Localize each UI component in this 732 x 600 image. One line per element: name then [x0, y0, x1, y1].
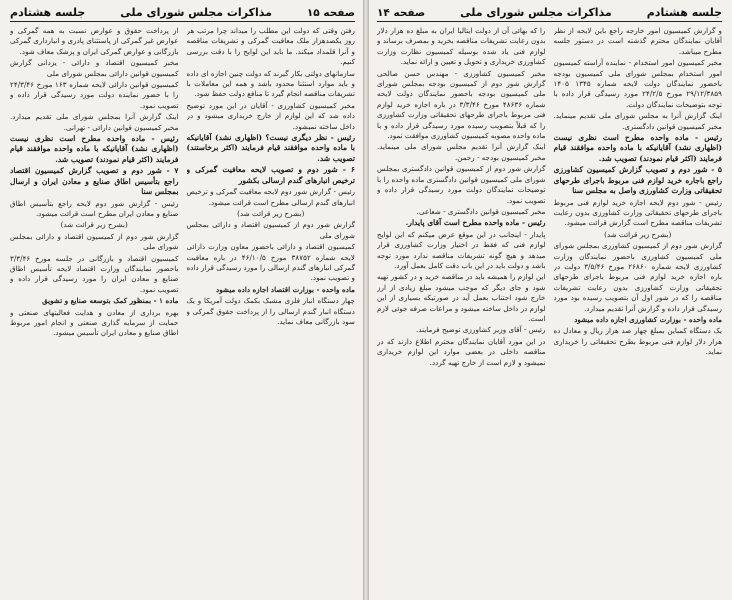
section-paragraph: رئیس - ماده واحده مطرح است نظری نیست (اظهاری نشد) آقایانیکه با ماده واحده موافقند قیام فرمایند (اکثر قیام نمودند) تصویب شد. — [10, 134, 179, 164]
paragraph: رئیس - گزارش شور دوم لایحه معافیت گمرکی و ترخیص انبارهای گندم ارسالی مطرح است قرائت میشود. — [186, 187, 355, 207]
paragraph: و گزارش کمیسیون امور خارجه راجع باین لایحه از نظر آقایان نمایندگان محترم گذشته است در دستور جلسه مطرح میباشد. — [553, 26, 722, 56]
page-header — [10, 6, 355, 22]
paragraph: مخبر کمیسیون کشاورزی - آقایان در این مورد توضیح داده شد که این لوازم از خارج خریداری میشود و در داخل ساخته نمیشود. — [186, 100, 355, 131]
paragraph: بهره برداری از معادن و هدایت فعالیتهای صنعتی و حمایت از سرمایه گذاری صنعتی و انجام امور مربوط اطاق صنایع و معادن ایران تأسیس میشود. — [10, 307, 179, 338]
section-paragraph: ۵ - شور دوم و تصویب گزارش کمیسیون کشاورزی راجع باجاره خرید لوازم فنی مربوط باجرای طرحهای تحقیقاتی وزارت کشاورزی واصل به مجلس سنا — [553, 165, 722, 196]
paragraph: اینک گزارش آنرا تقدیم مجلس شورای ملی مینماید. مخبر کمیسیون بودجه - رحمن. — [377, 142, 546, 162]
session-label: جلسه هشتادم — [646, 6, 722, 19]
paragraph: در این مورد آقایان نمایندگان محترم اطلاع دارند که در مناقصه داخلی در بعضی موارد این لوازم خریداری نمیشود و لازم است از خارج تهیه گردد. — [377, 336, 546, 367]
paragraph: اینک گزارش آنرا بمجلس شورای ملی تقدیم میدارد. مخبر کمیسیون قوانین دارائی - تهرانی. — [10, 112, 179, 132]
section-paragraph: رئیس - نظر دیگری نیست؟ (اظهاری نشد) آقایانیکه با ماده واحده موافقند قیام فرمایند (اکثر برخاستند) تصویب شد. — [186, 133, 355, 163]
paragraph: اینک گزارش آنرا به مجلس شورای ملی تقدیم مینماید. مخبر کمیسیون قوانین دادگستری. — [553, 111, 722, 131]
column-left — [10, 26, 179, 600]
journal-title: مذاکرات مجلس شورای ملی — [460, 6, 612, 19]
paragraph: چهار دستگاه انبار فلزی مشبک بکمک دولت آمریکا و یک دستگاه انبار گندم ارسالی را از پرداخت حقوق گمرکی و سود بازرگانی معاف نماید. — [186, 296, 355, 326]
paragraph: (بشرح زیر قرائت شد) — [237, 208, 305, 218]
column-left — [377, 26, 546, 600]
session-label: جلسه هشتادم — [10, 6, 86, 19]
paragraph: از پرداخت حقوق و عوارض نسبت به همه گمرکی و عوارض غیر گمرکی از پاستثنای پادری و انبارداری گمرکی بازرگانی و عوارض گمرکی ایران و پزشک معاف شود. — [10, 26, 179, 56]
paragraph: ماده ۱ - بمنظور کمک بتوسعه صنایع و تشویق — [42, 296, 179, 306]
section-paragraph: رئیس - ماده واحده مطرح است آقای پایدار. — [405, 218, 546, 228]
section-paragraph: ۶ - شور دوم و تصویب لایحه معافیت گمرکی و ترخیص انبارهای گندم ارسالی بکشور — [186, 165, 355, 185]
paragraph: ماده واحده - بوزارت اقتصاد اجازه داده میشود — [216, 284, 355, 294]
paragraph: رئیس - آقای وزیر کشاورزی توضیح فرمایند. — [416, 325, 546, 335]
page-number: صفحه ۱۴ — [377, 7, 426, 19]
paragraph: (بشرح زیر قرائت شد) — [60, 220, 128, 230]
paragraph: رئیس - شور دوم لایحه اجازه خرید لوازم فنی مربوط باجرای طرحهای تحقیقاتی وزارت کشاورزی بدون رعایت تشریفات مناقصه مطرح است گزارش قرائت میشود. — [553, 197, 722, 228]
paragraph: کمیسیون اقتصاد و بازرگانی در جلسه مورخ ۳/۳/۴۶ باحضور نمایندگان وزارت اقتصاد لایحه تأسیس اطاق صنایع و معادن ایران را مورد رسیدگی قرار داده و تصویب نمود. — [10, 253, 179, 294]
paragraph: (بشرح زیر قرائت شد) — [604, 229, 672, 239]
column-right — [187, 26, 356, 600]
paragraph: گزارش شور دوم از کمیسیون قوانین دادگستری بمجلس شورای ملی کمیسیون قوانین دادگستری ماده واحده را با توضیحات نمایندگان دولت مورد رسیدگی قرار داده و تصویب نمود. — [377, 164, 546, 205]
paragraph: مخبر کمیسیون امور استخدام - نماینده آراسته کمیسیون امور استخدام بمجلس شورای ملی کمیسیون بودجه باحضور نمایندگان دولت لایحه شماره ۱۳۴۵ ۱۴۰۵ ۲۹/۱۲/۳۸۵۹ مورخ ۲۴/۲/۵ مورد رسیدگی قرار داده با توجه بتوضیحات نمایندگان دولت. — [553, 58, 722, 109]
journal-title: مذاکرات مجلس شورای ملی — [120, 6, 272, 19]
section-paragraph: رئیس - ماده واحده مطرح است نظری نیست (اظهاری نشد) آقایانیکه با ماده واحده موافقند قیام فرمایند (اکثر قیام نمودند) تصویب شد. — [553, 133, 722, 163]
section-paragraph: ۷ - شور دوم و تصویب گزارش کمیسیون اقتصاد راجع بتأسیس اطاق صنایع و معادن ایران و ارسال بمجلس سنا — [10, 166, 179, 197]
paragraph: این لوازم را همیشه باید در مناقصه خرید و در کشور تهیه شود و جای دیگر که موجب میشود مبلغ زیادی از ارز خارج شود اجتناب بعمل آید در صورتیکه بسیاری از این لوازم در داخل ساخته میشود و مراعات صرفه جوئی لازم است. — [377, 272, 546, 323]
paragraph: یک دستگاه کمباین بمبلغ چهار صد هزار ریال و معادل ده هزار دلار لوازم فنی مربوط بطرح تحقیقاتی را خریداری نماید. — [553, 326, 722, 357]
text-columns — [10, 26, 355, 600]
text-columns — [377, 26, 722, 600]
page-header — [377, 6, 722, 22]
page-number: صفحه ۱۵ — [306, 7, 355, 19]
paragraph: را که بهائی آن از دولت ایتالیا ایران به مبلغ ده هزار دلار بدون رعایت تشریفات مناقصه بخرید و بمصرف برساند و لوازم فنی یاد شده بوسیله کمیسیون نظارت وزارت کشاورزی خریداری و تحویل و تعیین و ارائه نماید. — [377, 26, 546, 67]
paragraph: مخبر کمیسیون اقتصاد و دارائی - یزدانی گزارش کمیسیون قوانین دارائی بمجلس شورای ملی — [10, 58, 179, 78]
paragraph: کمیسیون اقتصاد و دارائی باحضور معاون وزارت دارائی لایحه شماره ۳۸۷۵۲ مورخ ۴۶/۱۰/۵ در باره معافیت گمرکی انبارهای گندم ارسالی را مورد رسیدگی قرار داده و تصویب نمود. — [186, 242, 355, 283]
paragraph: کمیسیون قوانین دارائی لایحه شماره ۱۶۳ مورخ ۲۴/۳/۴۶ را با حضور نماینده دولت مورد رسیدگی قرار داده و تصویب نمود. — [10, 80, 179, 110]
paragraph: مخبر کمیسیون کشاورزی - مهندس حسن صالحی گزارش شور دوم از کمیسیون بودجه بمجلس شورای ملی کمیسیون بودجه باحضور نمایندگان دولت لایحه شماره ۴۸۶۳۶ مورخ ۳/۳/۴۶ در باره اجازه خرید لوازم فنی مربوط باجرای طرحهای تحقیقاتی وزارت کشاورزی را که قبلاً بتصویب رسیده مورد رسیدگی قرار داده و با ماده واحده مصوبه کمیسیون کشاورزی موافقت نمود. — [377, 68, 546, 141]
paragraph: رفتن وقتی که دولت این مطلب را میداند چرا مرتب هر روز یکصدهزار ملک معافیت گمرکی و تشریفات مناقصه و آنرا قلمداد میکند. ما باید این لوایح را با دقت بررسی کنیم. — [186, 26, 355, 67]
paragraph: رئیس - گزارش شور دوم لایحه راجع بتأسیس اطاق صنایع و معادن ایران مطرح است قرائت میشود. — [10, 198, 179, 218]
book-gutter — [363, 0, 369, 600]
page-14 — [366, 0, 732, 600]
paragraph: گزارش شور دوم از کمیسیون اقتصاد و دارائی بمجلس شورای ملی — [186, 220, 355, 240]
paragraph: سازمانهای دولتی بکار گیرند که دولت چنین اجازه ای داده و باید موارد استثنا محدود باشد و همه این معاملات با تشریفات مناقصه انجام گیرد تا منافع دولت حفظ شود. — [186, 68, 355, 99]
paragraph: پایدار - اینجانب در این موقع عرض میکنم که این لوایح لوازم فنی که فقط در اختیار وزارت کشاورزی قرار میدهد و هیچ گونه تشریفات مناقصه ندارد مورد توجه باشد و دولت باید در این باب دقت کامل بعمل آورد. — [377, 229, 546, 270]
column-right — [554, 26, 723, 600]
paragraph: گزارش شور دوم از کمیسیون کشاورزی بمجلس شورای ملی کمیسیون کشاورزی باحضور نمایندگان وزارت کشاورزی لایحه شماره ۲۶۸۶۰ مورخ ۳/۵/۴۶ دولت در باره اجازه خرید لوازم فنی مربوط باجرای طرحهای تحقیقاتی وزارت کشاورزی بدون رعایت تشریفات مناقصه را که در شور اول آن بتصویب رسیده بود مورد رسیدگی قرار داده و گزارش آنرا تقدیم میدارد. — [553, 241, 722, 313]
paragraph: مخبر کمیسیون قوانین دادگستری - شعاعی. — [416, 206, 546, 216]
paragraph: گزارش شور دوم از کمیسیون اقتصاد و دارائی بمجلس شورای ملی — [10, 231, 179, 252]
paragraph: ماده واحده - بوزارت کشاورزی اجازه داده میشود — [574, 314, 722, 324]
